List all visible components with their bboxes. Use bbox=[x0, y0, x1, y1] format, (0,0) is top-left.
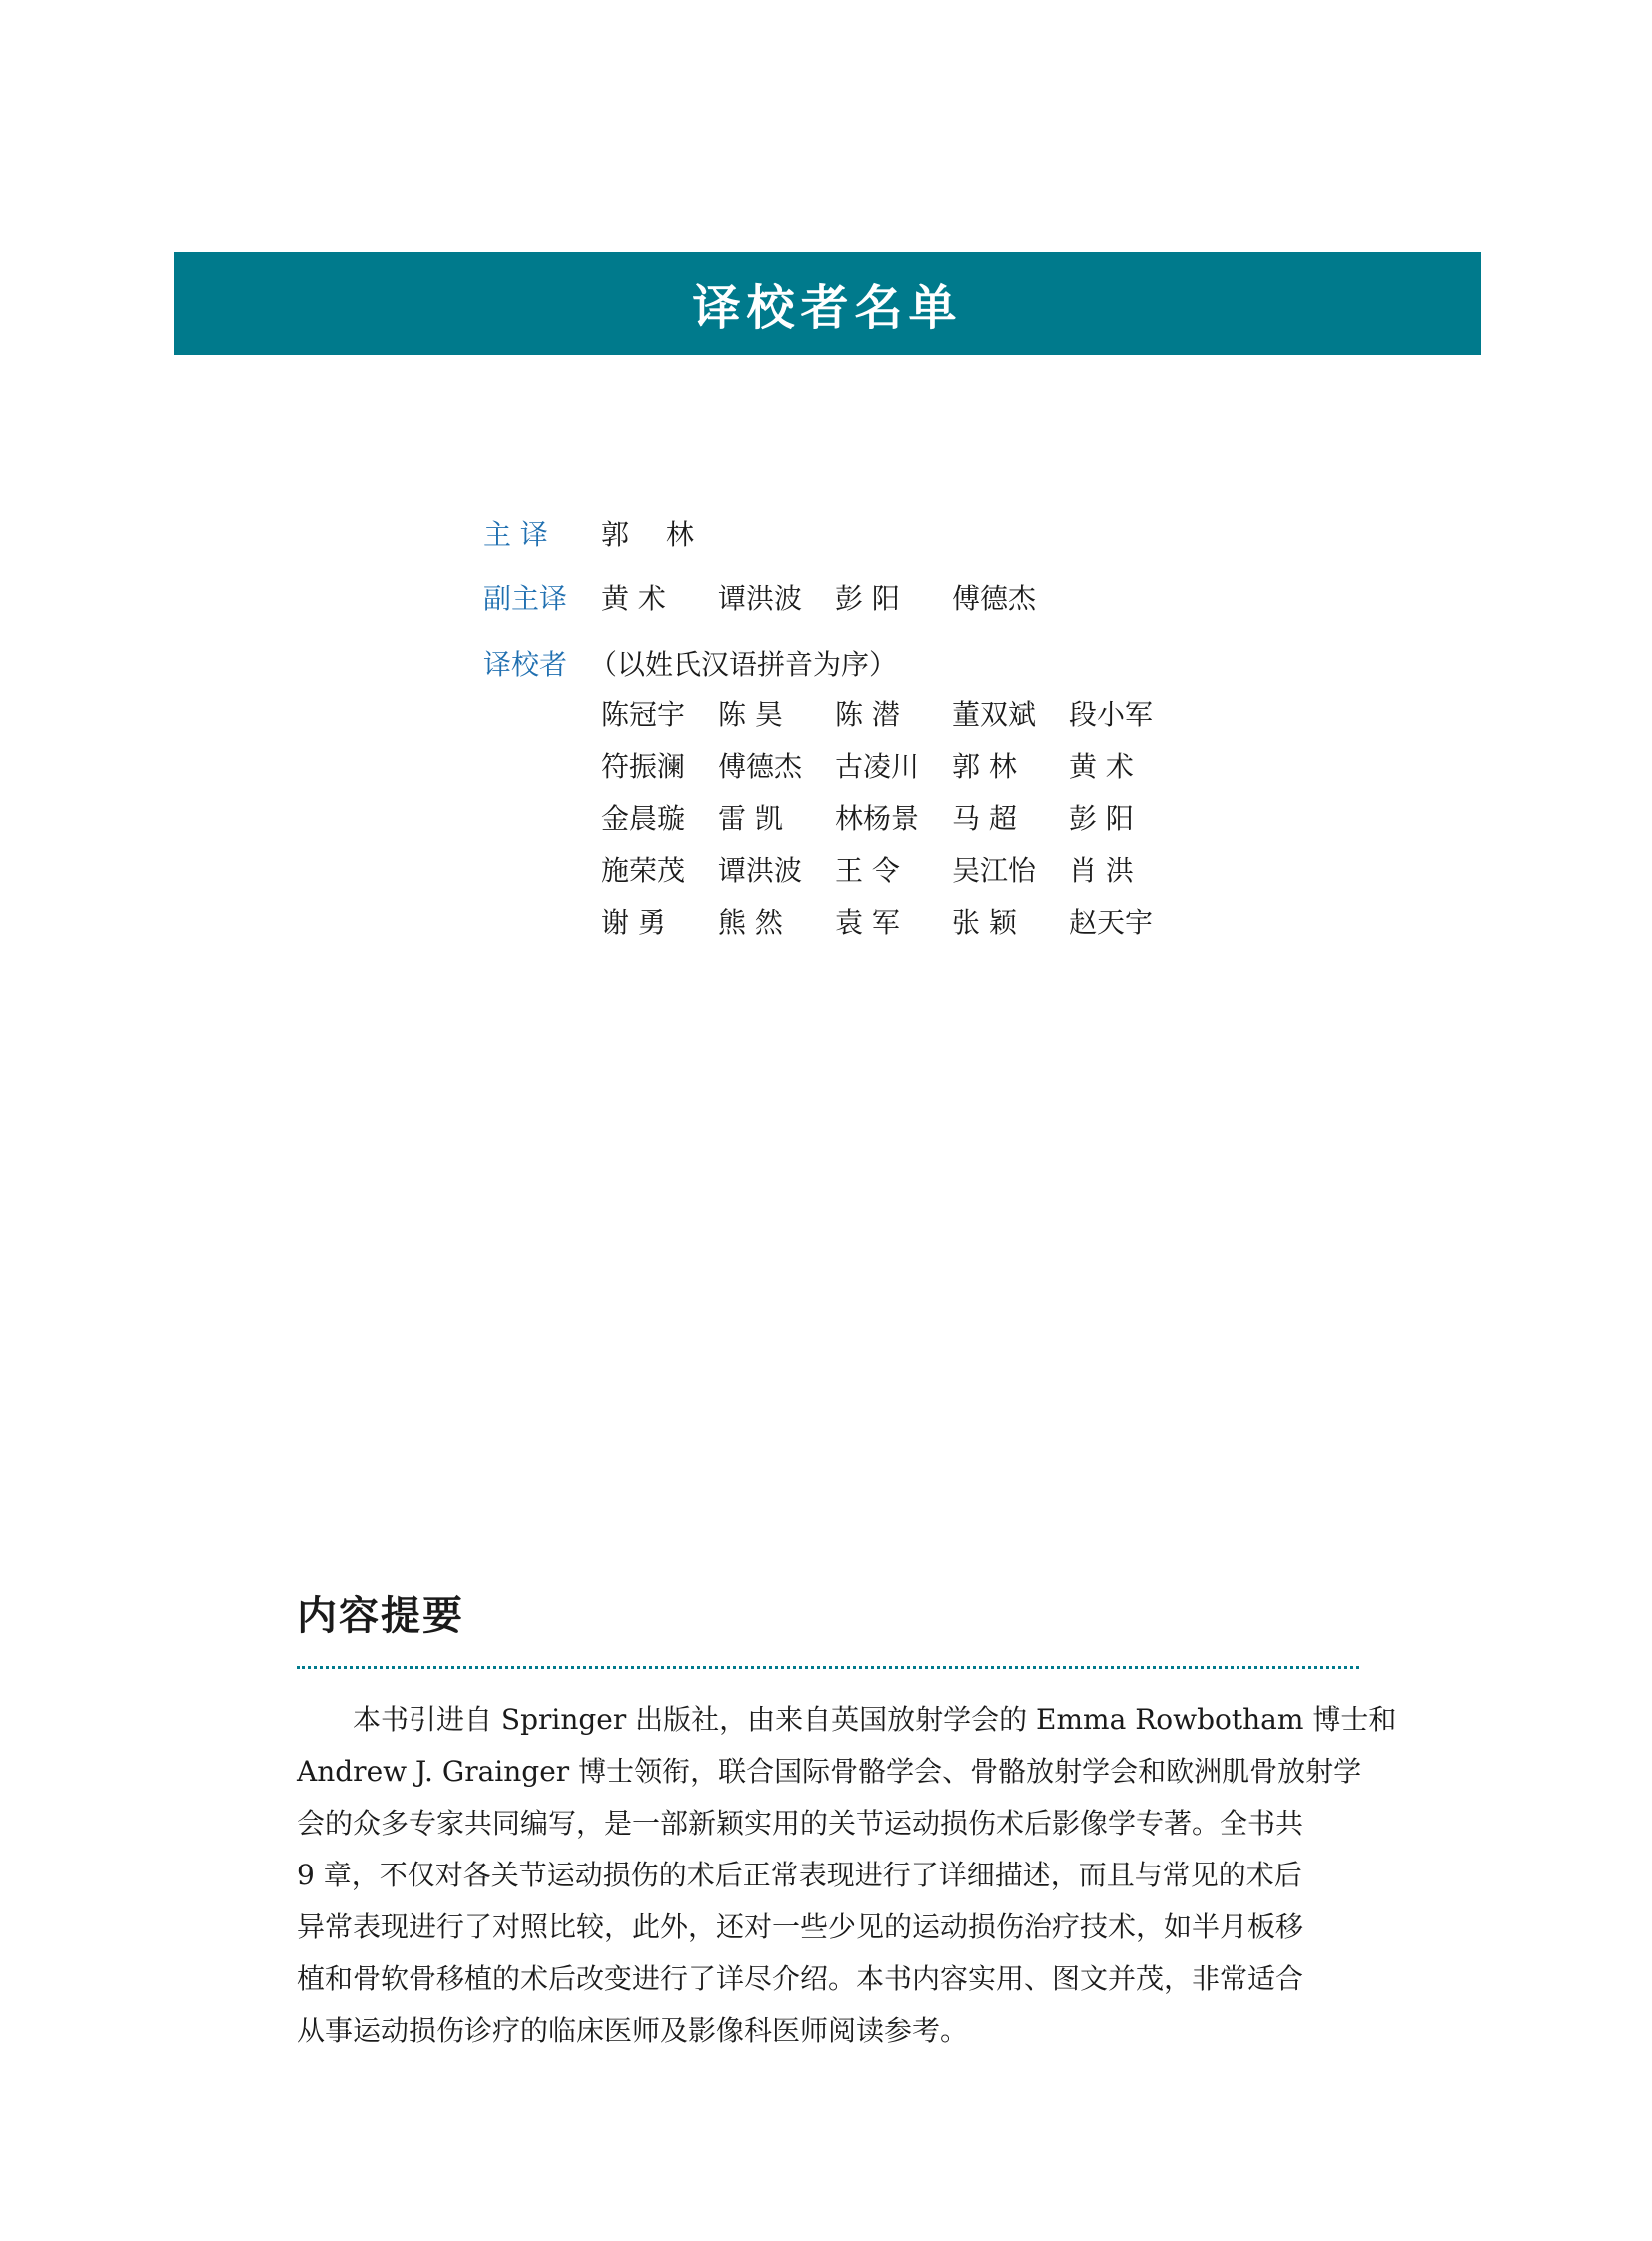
summary-line: Andrew J. Grainger 博士领衔，联合国际骨骼学会、骨骼放射学会和欧洲肌骨放射学 bbox=[297, 1755, 1362, 1788]
deputy-names bbox=[601, 577, 1069, 617]
summary-line: 异常表现进行了对照比较，此外，还对一些少见的运动损伤治疗技术，如半月板移 bbox=[297, 1910, 1304, 1943]
name: 赵天宇 bbox=[1069, 906, 1154, 939]
name: 彭 阳 bbox=[835, 582, 900, 615]
name: 吴江怡 bbox=[952, 854, 1037, 887]
name: 郭 林 bbox=[952, 750, 1017, 783]
name: 彭 阳 bbox=[1069, 802, 1134, 835]
translator-row bbox=[601, 739, 1186, 791]
name: 熊 然 bbox=[718, 906, 783, 939]
dotted-divider bbox=[297, 1666, 1359, 1669]
name: 金晨璇 bbox=[601, 802, 686, 835]
translator-row bbox=[601, 687, 1186, 739]
name: 傅德杰 bbox=[718, 750, 803, 783]
translator-row bbox=[601, 791, 1186, 843]
role-label-chief: 主 译 bbox=[483, 518, 548, 551]
name: 马 超 bbox=[952, 802, 1017, 835]
summary-heading: 内容提要 bbox=[297, 1592, 464, 1639]
role-label-translators: 译校者 bbox=[483, 648, 568, 681]
name: 陈 潜 bbox=[835, 698, 900, 731]
name: 郭 林 bbox=[601, 518, 708, 551]
name: 符振澜 bbox=[601, 750, 686, 783]
page-title: 译校者名单 bbox=[692, 280, 963, 336]
translator-row bbox=[601, 843, 1186, 895]
name: 黄 术 bbox=[1069, 750, 1134, 783]
name: 董双斌 bbox=[952, 698, 1037, 731]
name: 黄 术 bbox=[601, 582, 666, 615]
summary-line: 从事运动损伤诊疗的临床医师及影像科医师阅读参考。 bbox=[297, 2014, 969, 2047]
name: 谭洪波 bbox=[718, 854, 803, 887]
name: 陈 昊 bbox=[718, 698, 783, 731]
name: 谭洪波 bbox=[718, 582, 803, 615]
translator-row bbox=[601, 895, 1186, 947]
role-label-deputy: 副主译 bbox=[483, 582, 568, 615]
translator-grid bbox=[601, 687, 1186, 947]
chief-names bbox=[601, 513, 708, 553]
summary-line: 本书引进自 Springer 出版社，由来自英国放射学会的 Emma Rowbotham 博士和 bbox=[297, 1703, 1397, 1736]
name: 肖 洪 bbox=[1069, 854, 1134, 887]
name: 谢 勇 bbox=[601, 906, 666, 939]
name: 张 颖 bbox=[952, 906, 1017, 939]
title-banner bbox=[174, 252, 1481, 355]
name: 古凌川 bbox=[835, 750, 920, 783]
name: 林杨景 bbox=[835, 802, 920, 835]
name: 段小军 bbox=[1069, 698, 1154, 731]
ordering-note: （以姓氏汉语拼音为序） bbox=[589, 648, 898, 681]
summary-line: 会的众多专家共同编写，是一部新颖实用的关节运动损伤术后影像学专著。全书共 bbox=[297, 1807, 1304, 1840]
name: 王 令 bbox=[835, 854, 900, 887]
summary-paragraph bbox=[297, 1694, 1397, 2057]
name: 施荣茂 bbox=[601, 854, 686, 887]
summary-line: 9 章，不仅对各关节运动损伤的术后正常表现进行了详细描述，而且与常见的术后 bbox=[297, 1859, 1302, 1891]
name: 袁 军 bbox=[835, 906, 900, 939]
name: 傅德杰 bbox=[952, 582, 1037, 615]
name: 雷 凯 bbox=[718, 802, 783, 835]
summary-line: 植和骨软骨移植的术后改变进行了详尽介绍。本书内容实用、图文并茂，非常适合 bbox=[297, 1962, 1304, 1995]
name: 陈冠宇 bbox=[601, 698, 686, 731]
